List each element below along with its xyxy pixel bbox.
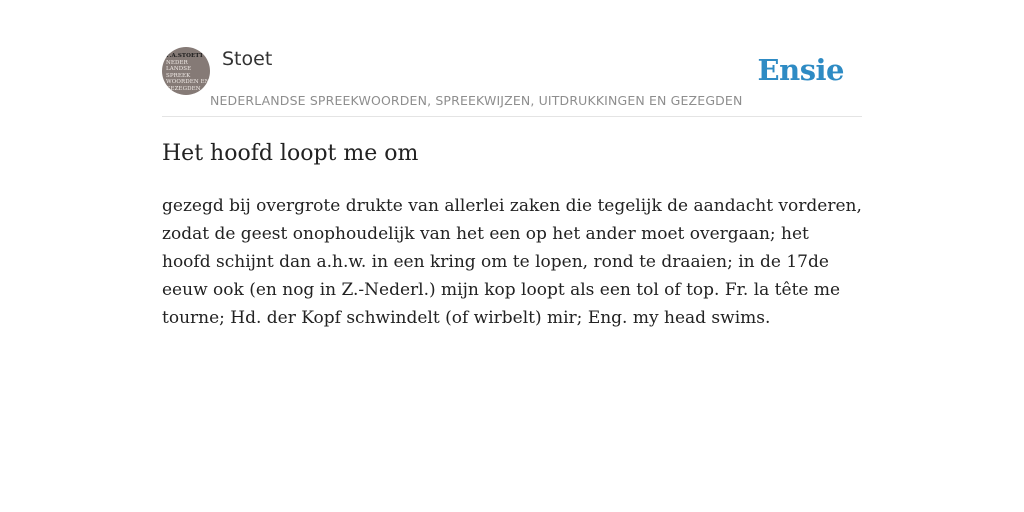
entry-title: Het hoofd loopt me om	[162, 141, 419, 166]
avatar-line: SPREEK	[166, 72, 191, 79]
source-name-link[interactable]: Stoet	[222, 48, 273, 70]
source-subtitle: NEDERLANDSE SPREEKWOORDEN, SPREEKWIJZEN, UITDRUKKINGEN EN GEZEGDEN	[210, 93, 743, 108]
avatar-line: WOORDEN EN	[166, 79, 210, 86]
definition-line: tourne; Hd. der Kopf schwindelt (of wirbelt) mir; Eng. my head swims.	[162, 308, 771, 328]
ensie-logo[interactable]: Ensie	[757, 53, 844, 87]
avatar-line: LANDSE	[166, 66, 192, 73]
entry-definition	[162, 192, 862, 332]
definition-line: hoofd schijnt dan a.h.w. in een kring om te lopen, rond te draaien; in de 17de	[162, 252, 829, 272]
source-avatar[interactable]	[162, 47, 210, 95]
definition-line: gezegd bij overgrote drukte van allerlei zaken die tegelijk de aandacht vorderen,	[162, 196, 862, 216]
source-header	[162, 46, 862, 117]
definition-line: eeuw ook (en nog in Z.-Nederl.) mijn kop loopt als een tol of top. Fr. la tête me	[162, 280, 841, 300]
avatar-line: NEDER	[166, 59, 188, 66]
avatar-line: GEZEGDEN	[166, 85, 201, 92]
avatar-top-text: F.A.STOETT	[166, 53, 204, 59]
definition-line: zodat de geest onophoudelijk van het een op het ander moet overgaan; het	[162, 224, 809, 244]
